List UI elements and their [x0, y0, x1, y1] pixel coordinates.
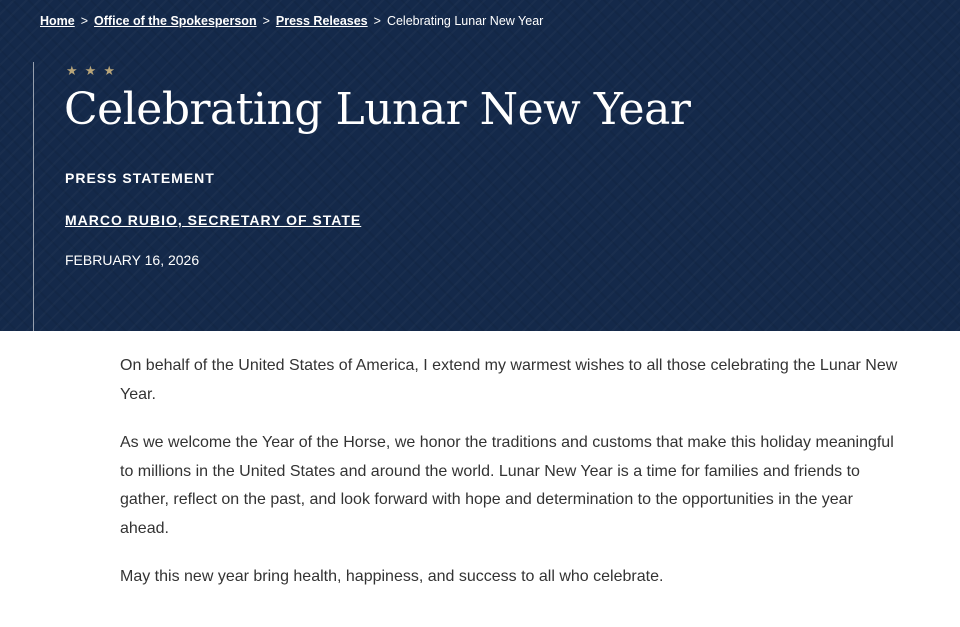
- breadcrumb-separator: >: [80, 14, 89, 28]
- article-paragraph: On behalf of the United States of America, I extend my warmest wishes to all those celebrating the Lunar New Year.: [120, 357, 898, 403]
- statement-type-label: PRESS STATEMENT: [65, 170, 215, 186]
- breadcrumb: [40, 14, 543, 28]
- article-body: [120, 352, 900, 612]
- page-title: Celebrating Lunar New Year: [64, 84, 691, 135]
- breadcrumb-separator: >: [262, 14, 270, 28]
- breadcrumb-home-link[interactable]: Home: [40, 14, 75, 28]
- article-paragraph: May this new year bring health, happiness, and success to all who celebrate.: [120, 568, 664, 585]
- article-paragraph: As we welcome the Year of the Horse, we honor the traditions and customs that make this holiday meaningful to millions in the United States and around the world. Lunar New Year is a time for families and friends to gather, reflect on the past, and look forward with hope and determination to the opportunities in the year ahead.: [120, 434, 894, 537]
- stars-decoration: [66, 63, 115, 79]
- star-icon: ★: [103, 63, 115, 78]
- publish-date: FEBRUARY 16, 2026: [65, 252, 200, 268]
- breadcrumb-current-page: Celebrating Lunar New Year: [386, 14, 544, 28]
- author-link[interactable]: MARCO RUBIO, SECRETARY OF STATE: [65, 212, 362, 228]
- star-icon: ★: [84, 63, 97, 78]
- breadcrumb-press-releases-link[interactable]: Press Releases: [275, 14, 368, 28]
- star-icon: ★: [66, 63, 78, 78]
- breadcrumb-separator: >: [373, 14, 381, 28]
- breadcrumb-office-link[interactable]: Office of the Spokesperson: [94, 14, 257, 28]
- hero-vertical-rule: [33, 62, 34, 331]
